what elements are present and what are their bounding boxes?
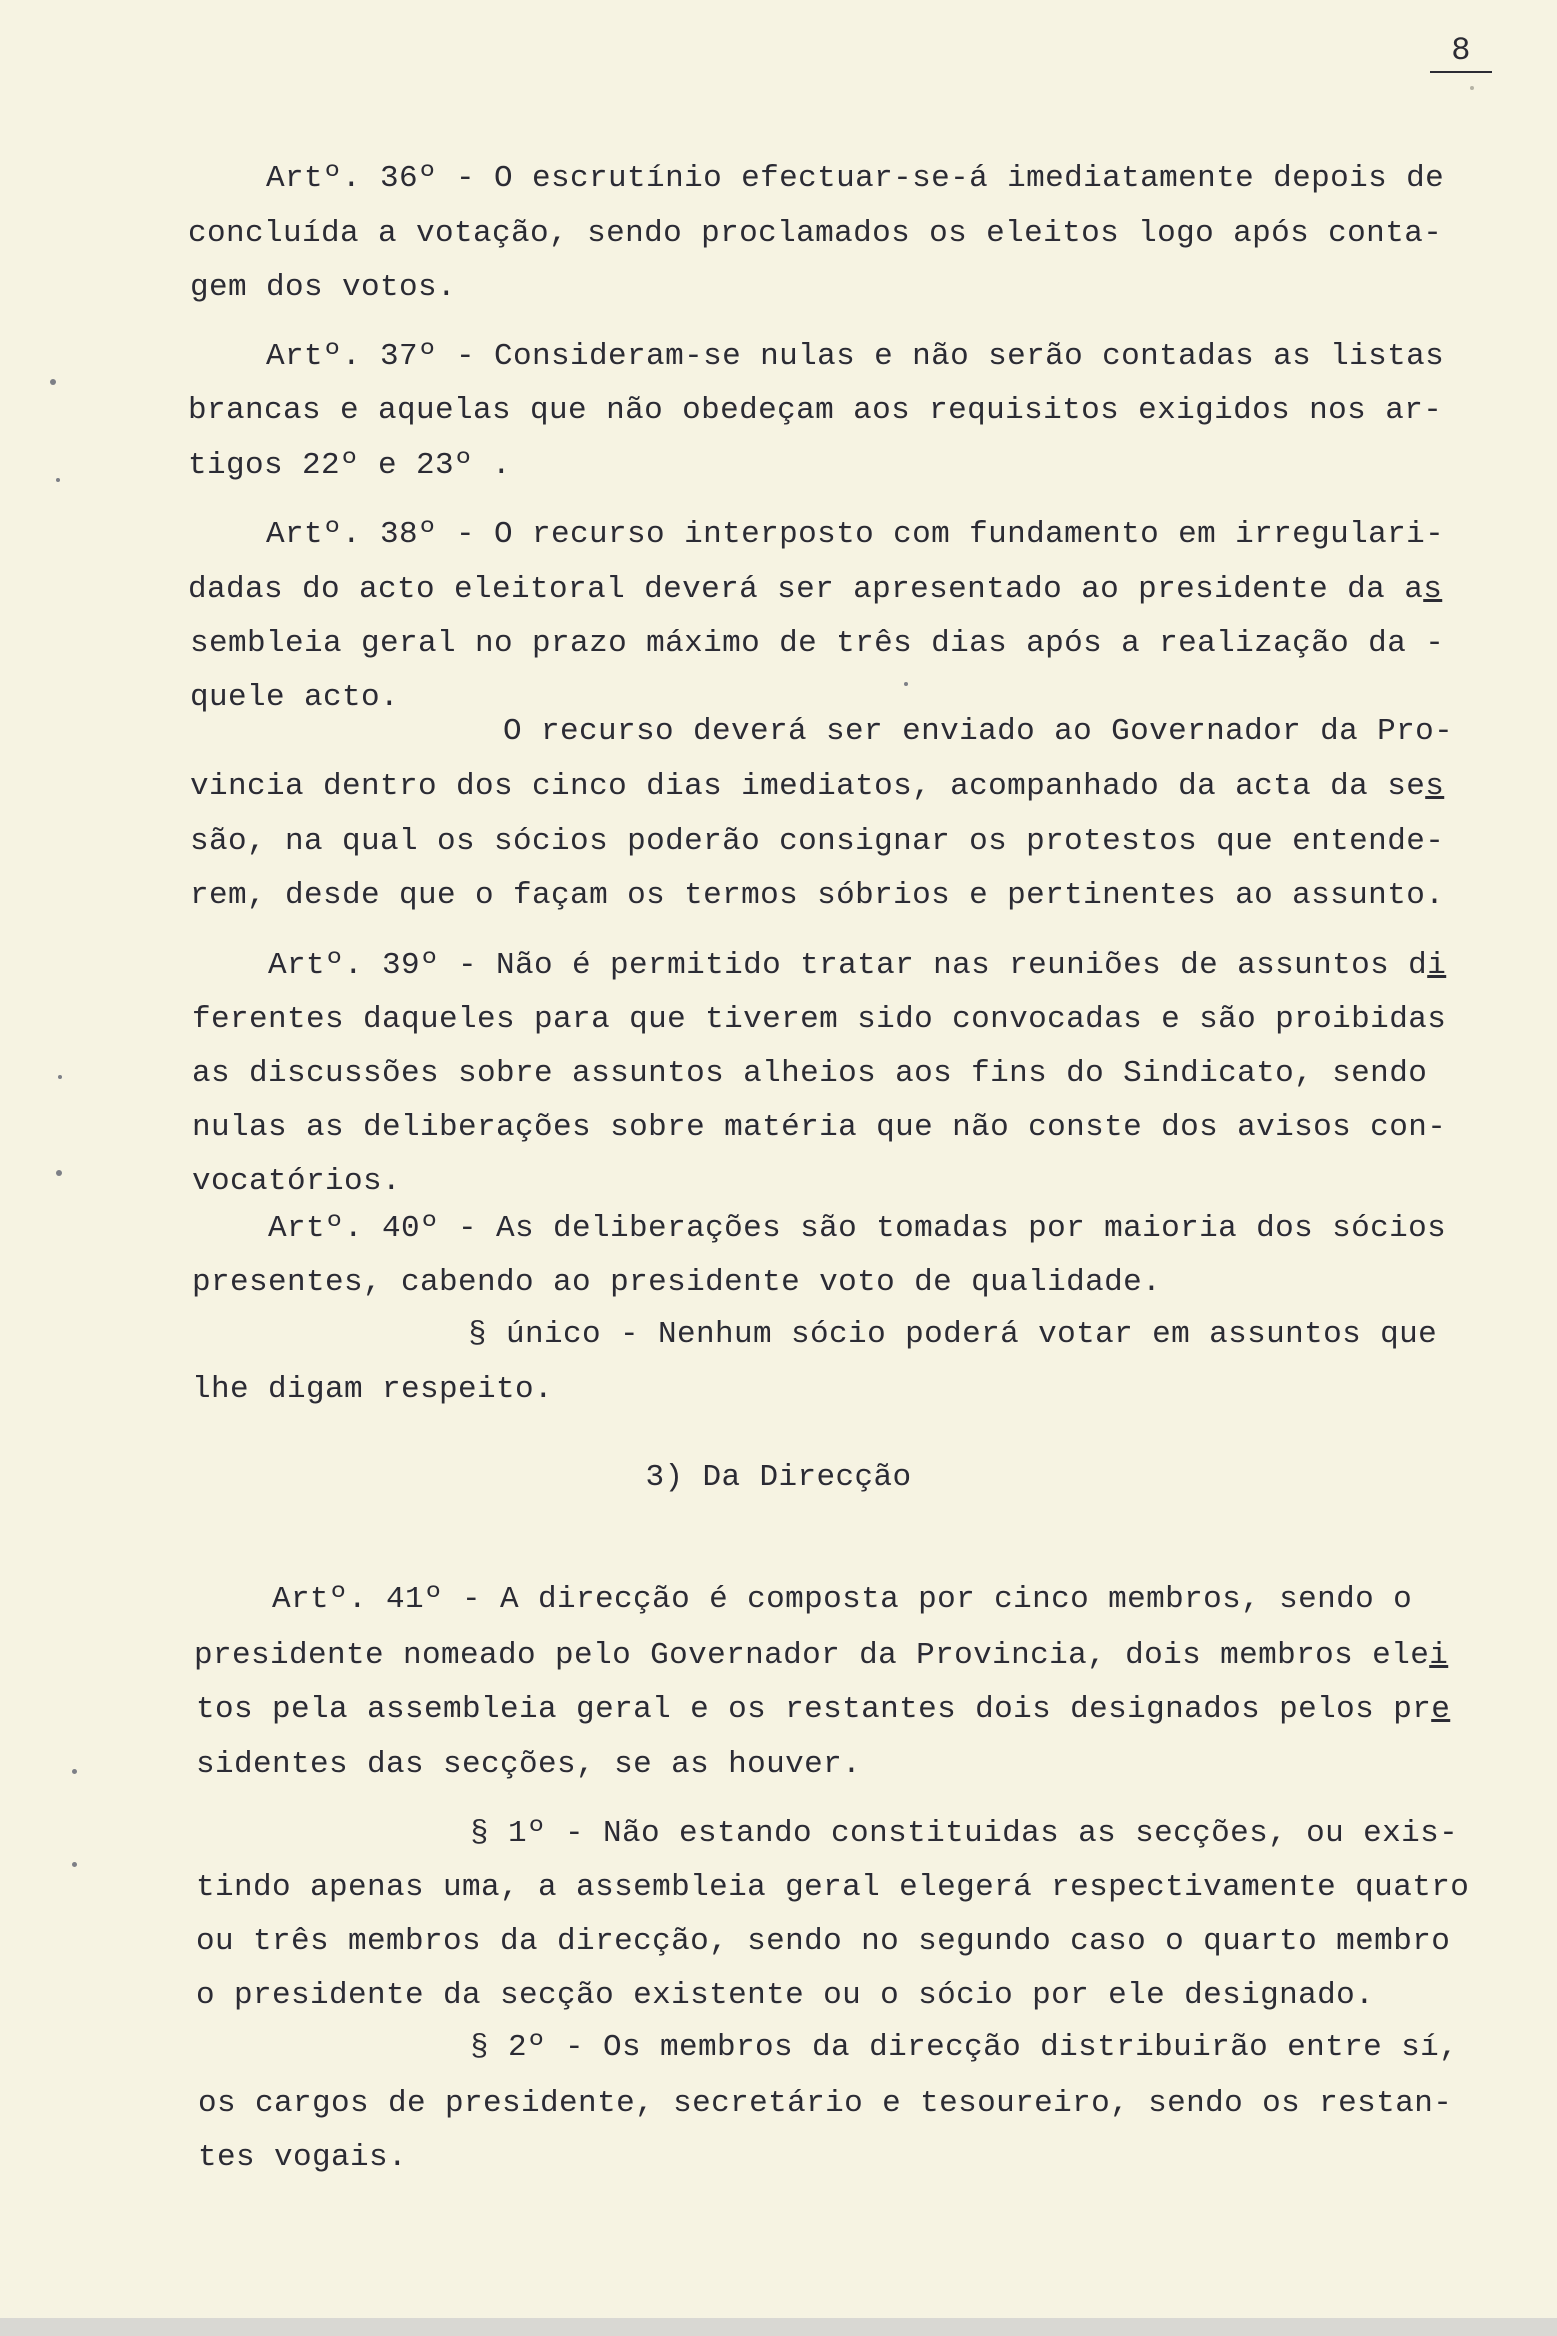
text-segment: vincia dentro dos cinco dias imediatos, acompanhado da acta da se (190, 769, 1426, 804)
hyphenation-underline: i (1429, 1638, 1449, 1673)
text-line: quele acto. (190, 680, 400, 715)
hyphenation-underline: i (1427, 948, 1447, 983)
text-line (190, 767, 1444, 807)
text-line: o presidente da secção existente ou o sócio por ele designado. (196, 1978, 1375, 2013)
text-line: Artº. 41º - A direcção é composta por cinco membros, sendo o (272, 1582, 1413, 1617)
text-segment: dadas do acto eleitoral deverá ser apresentado ao presidente da a (188, 572, 1424, 607)
text-line (194, 1636, 1448, 1676)
text-line: sembleia geral no prazo máximo de três dias após a realização da - (190, 626, 1445, 661)
text-line: Artº. 40º - As deliberações são tomadas por maioria dos sócios (268, 1211, 1447, 1246)
hyphenation-underline: s (1425, 769, 1445, 804)
page-bottom-edge (0, 2318, 1557, 2336)
text-line: O recurso deverá ser enviado ao Governador da Pro- (503, 714, 1454, 749)
text-line: Artº. 36º - O escrutínio efectuar-se-á imediatamente depois de (266, 161, 1445, 196)
paper-speck (1470, 86, 1474, 90)
text-line: ferentes daqueles para que tiverem sido convocadas e são proibidas (192, 1002, 1447, 1037)
paper-speck (56, 1170, 62, 1176)
text-line: rem, desde que o façam os termos sóbrios e pertinentes ao assunto. (190, 878, 1445, 913)
paper-speck (58, 1075, 62, 1079)
text-line: § 2º - Os membros da direcção distribuirão entre sí, (470, 2030, 1459, 2065)
text-segment: Artº. 39º - Não é permitido tratar nas reuniões de assuntos d (268, 948, 1428, 983)
text-line: Artº. 38º - O recurso interposto com fundamento em irregulari- (266, 517, 1445, 552)
text-line: presentes, cabendo ao presidente voto de qualidade. (192, 1265, 1162, 1300)
text-line: os cargos de presidente, secretário e tesoureiro, sendo os restan- (198, 2086, 1453, 2121)
text-line: concluída a votação, sendo proclamados os eleitos logo após conta- (188, 216, 1443, 251)
text-line: lhe digam respeito. (192, 1372, 554, 1407)
paper-speck (72, 1862, 77, 1867)
text-line (196, 1690, 1450, 1730)
text-line: ou três membros da direcção, sendo no segundo caso o quarto membro (196, 1924, 1451, 1959)
text-line (268, 946, 1446, 986)
text-line (188, 570, 1442, 610)
text-line: tigos 22º e 23º . (188, 448, 512, 483)
text-line: tes vogais. (198, 2140, 408, 2175)
text-line: brancas e aquelas que não obedeçam aos requisitos exigidos nos ar- (188, 393, 1443, 428)
text-line: § único - Nenhum sócio poderá votar em assuntos que (468, 1317, 1438, 1352)
text-line: nulas as deliberações sobre matéria que não conste dos avisos con- (192, 1110, 1447, 1145)
text-line: gem dos votos. (190, 270, 457, 305)
page-number: 8 (1430, 32, 1492, 73)
text-line: sidentes das secções, se as houver. (196, 1747, 862, 1782)
text-line: são, na qual os sócios poderão consignar os protestos que entende- (190, 824, 1445, 859)
text-line: § 1º - Não estando constituidas as secções, ou exis- (470, 1816, 1459, 1851)
paper-speck (904, 682, 908, 686)
text-segment: tos pela assembleia geral e os restantes dois designados pelos pr (196, 1692, 1432, 1727)
section-heading: 3) Da Direcção (645, 1460, 912, 1495)
hyphenation-underline: e (1431, 1692, 1451, 1727)
hyphenation-underline: s (1423, 572, 1443, 607)
paper-speck (50, 379, 56, 385)
text-segment: presidente nomeado pelo Governador da Provincia, dois membros ele (194, 1638, 1430, 1673)
text-line: tindo apenas uma, a assembleia geral elegerá respectivamente quatro (196, 1870, 1470, 1905)
paper-speck (56, 478, 60, 482)
text-line: as discussões sobre assuntos alheios aos fins do Sindicato, sendo (192, 1056, 1428, 1091)
text-line: Artº. 37º - Consideram-se nulas e não serão contadas as listas (266, 339, 1445, 374)
paper-speck (72, 1769, 77, 1774)
text-line: vocatórios. (192, 1164, 402, 1199)
